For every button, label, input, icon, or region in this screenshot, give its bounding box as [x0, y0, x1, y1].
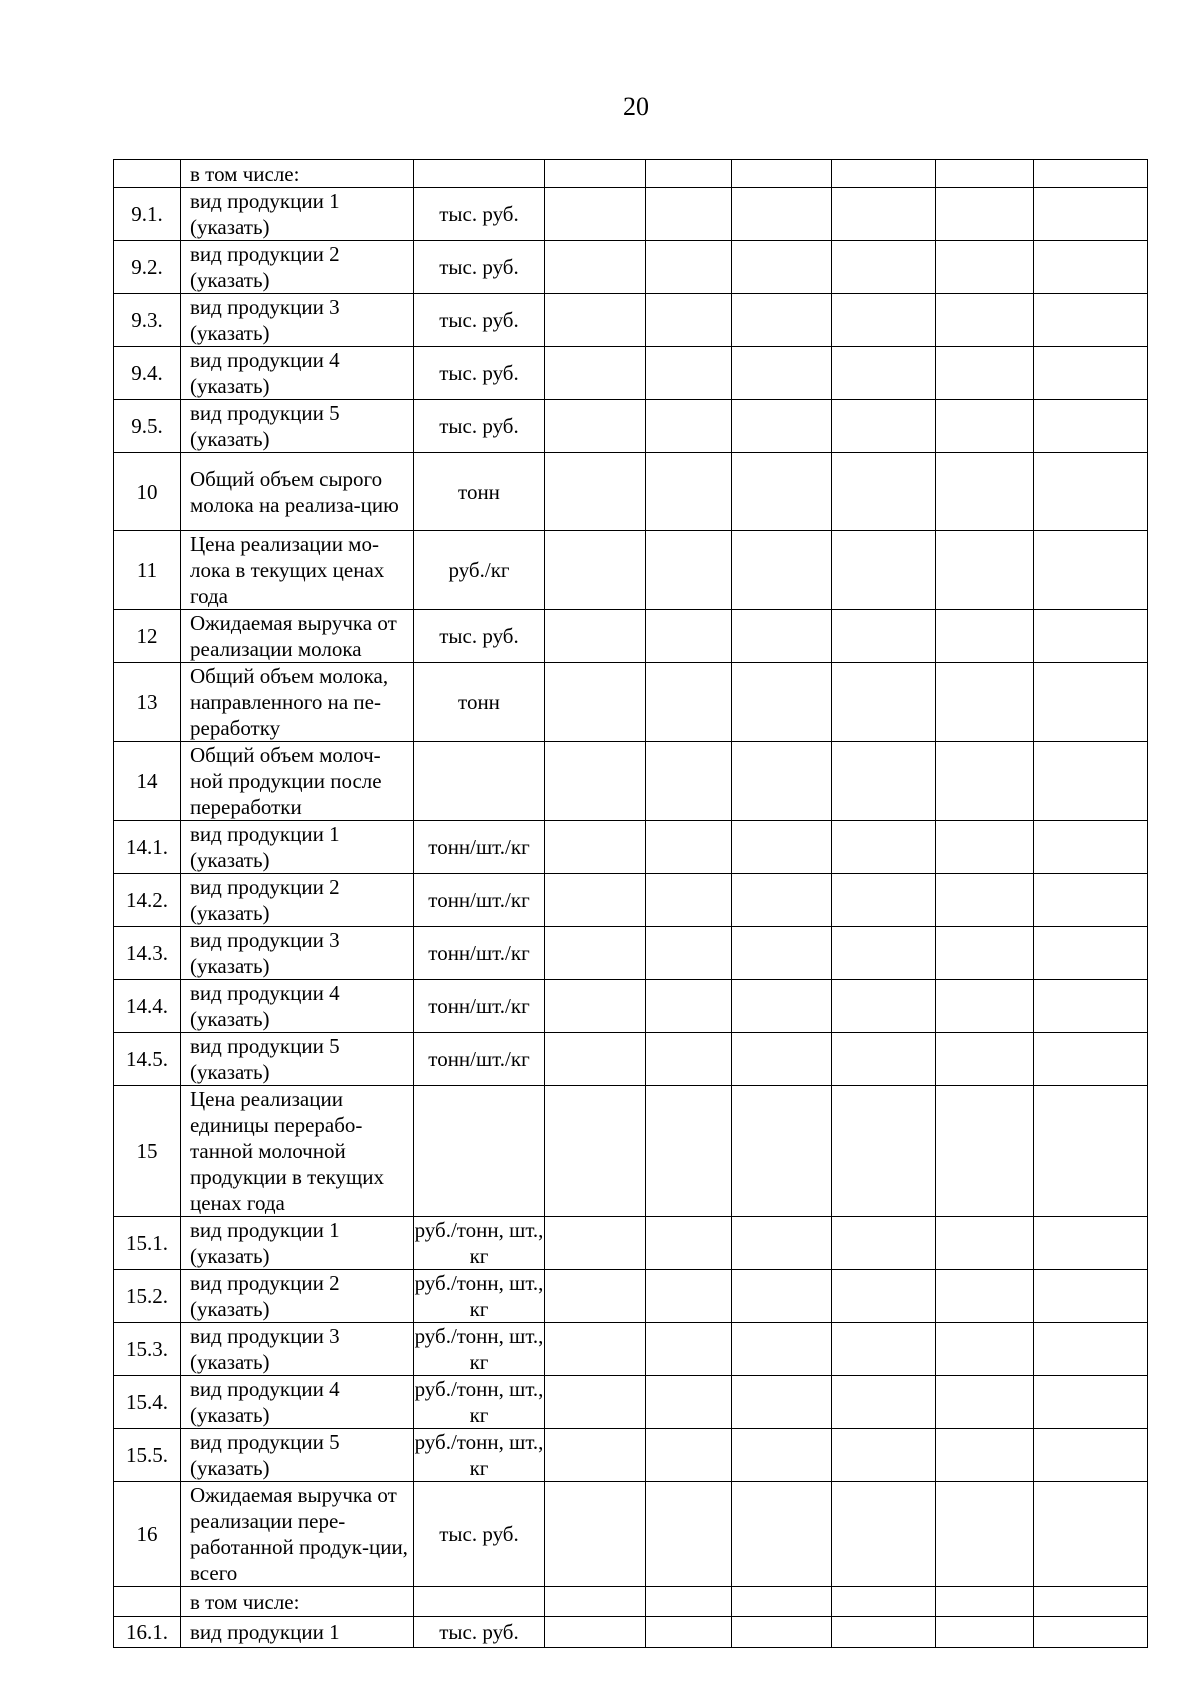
table-row: [114, 1323, 1148, 1376]
indicator-name-cell: вид продукции 2 (указать): [181, 874, 414, 927]
value-cell: [646, 1323, 732, 1376]
indicator-name-cell: вид продукции 5 (указать): [181, 1429, 414, 1482]
row-number-cell: 9.3.: [114, 294, 181, 347]
value-cell: [732, 663, 832, 742]
value-cell: [646, 980, 732, 1033]
table-row: [114, 1033, 1148, 1086]
value-cell: [936, 400, 1034, 453]
value-cell: [545, 1376, 646, 1429]
table-row: [114, 1587, 1148, 1617]
value-cell: [1034, 610, 1148, 663]
value-cell: [1034, 1429, 1148, 1482]
table-row: [114, 347, 1148, 400]
value-cell: [646, 1482, 732, 1587]
unit-cell: тонн/шт./кг: [414, 821, 545, 874]
value-cell: [545, 1587, 646, 1617]
unit-cell: тонн: [414, 453, 545, 531]
value-cell: [832, 874, 936, 927]
row-number-cell: 16.1.: [114, 1617, 181, 1648]
value-cell: [936, 1217, 1034, 1270]
value-cell: [646, 1270, 732, 1323]
value-cell: [936, 742, 1034, 821]
value-cell: [732, 1587, 832, 1617]
value-cell: [646, 874, 732, 927]
value-cell: [832, 294, 936, 347]
table-row: [114, 1482, 1148, 1587]
value-cell: [732, 874, 832, 927]
indicator-name-cell: Общий объем молока, направленного на пе-реработку: [181, 663, 414, 742]
row-number-cell: 15.2.: [114, 1270, 181, 1323]
table-row: [114, 1086, 1148, 1217]
value-cell: [732, 1086, 832, 1217]
table-row: [114, 188, 1148, 241]
value-cell: [832, 927, 936, 980]
value-cell: [646, 188, 732, 241]
indicator-name-cell: Общий объем сырого молока на реализа-цию: [181, 453, 414, 531]
unit-cell: тыс. руб.: [414, 1617, 545, 1648]
value-cell: [545, 1086, 646, 1217]
indicator-name-cell: вид продукции 5 (указать): [181, 400, 414, 453]
value-cell: [936, 663, 1034, 742]
row-number-cell: [114, 160, 181, 188]
table-row: [114, 1376, 1148, 1429]
value-cell: [732, 531, 832, 610]
value-cell: [646, 1376, 732, 1429]
value-cell: [732, 294, 832, 347]
unit-cell: тонн/шт./кг: [414, 1033, 545, 1086]
value-cell: [1034, 927, 1148, 980]
value-cell: [936, 294, 1034, 347]
table-row: [114, 241, 1148, 294]
value-cell: [545, 663, 646, 742]
value-cell: [545, 874, 646, 927]
table-row: [114, 294, 1148, 347]
value-cell: [732, 1482, 832, 1587]
value-cell: [646, 742, 732, 821]
value-cell: [732, 742, 832, 821]
value-cell: [646, 241, 732, 294]
value-cell: [1034, 531, 1148, 610]
row-number-cell: 14.4.: [114, 980, 181, 1033]
value-cell: [732, 821, 832, 874]
value-cell: [936, 927, 1034, 980]
value-cell: [545, 347, 646, 400]
indicator-name-cell: вид продукции 4 (указать): [181, 347, 414, 400]
value-cell: [832, 1587, 936, 1617]
value-cell: [1034, 742, 1148, 821]
row-number-cell: 14: [114, 742, 181, 821]
value-cell: [832, 400, 936, 453]
value-cell: [936, 1323, 1034, 1376]
value-cell: [936, 531, 1034, 610]
value-cell: [545, 1270, 646, 1323]
value-cell: [646, 294, 732, 347]
value-cell: [646, 1587, 732, 1617]
value-cell: [936, 1270, 1034, 1323]
value-cell: [646, 1217, 732, 1270]
value-cell: [936, 1376, 1034, 1429]
table-row: [114, 1217, 1148, 1270]
value-cell: [832, 347, 936, 400]
value-cell: [936, 1482, 1034, 1587]
indicator-name-cell: вид продукции 1: [181, 1617, 414, 1648]
value-cell: [832, 1376, 936, 1429]
value-cell: [832, 980, 936, 1033]
indicator-name-cell: вид продукции 4 (указать): [181, 980, 414, 1033]
value-cell: [732, 1323, 832, 1376]
value-cell: [732, 241, 832, 294]
indicator-name-cell: в том числе:: [181, 1587, 414, 1617]
value-cell: [1034, 1217, 1148, 1270]
row-number-cell: 14.2.: [114, 874, 181, 927]
value-cell: [936, 188, 1034, 241]
table-row: [114, 742, 1148, 821]
value-cell: [545, 531, 646, 610]
value-cell: [545, 927, 646, 980]
value-cell: [936, 1033, 1034, 1086]
table-row: [114, 874, 1148, 927]
value-cell: [646, 927, 732, 980]
value-cell: [936, 453, 1034, 531]
value-cell: [832, 241, 936, 294]
value-cell: [832, 1482, 936, 1587]
value-cell: [1034, 400, 1148, 453]
row-number-cell: 15.4.: [114, 1376, 181, 1429]
table-row: [114, 1617, 1148, 1648]
row-number-cell: 14.1.: [114, 821, 181, 874]
value-cell: [646, 1033, 732, 1086]
value-cell: [545, 742, 646, 821]
value-cell: [1034, 1270, 1148, 1323]
table-row: [114, 663, 1148, 742]
table-row: [114, 453, 1148, 531]
value-cell: [936, 610, 1034, 663]
unit-cell: [414, 1587, 545, 1617]
value-cell: [936, 241, 1034, 294]
value-cell: [545, 188, 646, 241]
value-cell: [732, 1270, 832, 1323]
value-cell: [1034, 188, 1148, 241]
row-number-cell: 15: [114, 1086, 181, 1217]
unit-cell: тыс. руб.: [414, 1482, 545, 1587]
value-cell: [832, 531, 936, 610]
table-row: [114, 821, 1148, 874]
value-cell: [732, 1217, 832, 1270]
value-cell: [732, 927, 832, 980]
page-number: 20: [623, 92, 649, 121]
value-cell: [936, 1429, 1034, 1482]
unit-cell: [414, 1086, 545, 1217]
value-cell: [732, 1033, 832, 1086]
value-cell: [732, 347, 832, 400]
unit-cell: тыс. руб.: [414, 400, 545, 453]
indicator-name-cell: вид продукции 5 (указать): [181, 1033, 414, 1086]
indicator-name-cell: вид продукции 1 (указать): [181, 188, 414, 241]
value-cell: [646, 400, 732, 453]
value-cell: [545, 294, 646, 347]
row-number-cell: 9.1.: [114, 188, 181, 241]
unit-cell: тонн/шт./кг: [414, 980, 545, 1033]
unit-cell: тыс. руб.: [414, 347, 545, 400]
indicator-name-cell: Цена реализации единицы перерабо-танной молочной продукции в текущих ценах года: [181, 1086, 414, 1217]
value-cell: [832, 160, 936, 188]
unit-cell: тыс. руб.: [414, 610, 545, 663]
indicator-name-cell: вид продукции 3 (указать): [181, 1323, 414, 1376]
value-cell: [1034, 980, 1148, 1033]
value-cell: [732, 1429, 832, 1482]
value-cell: [732, 980, 832, 1033]
row-number-cell: 11: [114, 531, 181, 610]
value-cell: [832, 1270, 936, 1323]
value-cell: [832, 188, 936, 241]
indicator-name-cell: в том числе:: [181, 160, 414, 188]
unit-cell: руб./тонн, шт., кг: [414, 1271, 544, 1321]
value-cell: [936, 874, 1034, 927]
value-cell: [646, 347, 732, 400]
value-cell: [646, 663, 732, 742]
value-cell: [646, 610, 732, 663]
value-cell: [545, 241, 646, 294]
row-number-cell: 16: [114, 1482, 181, 1587]
value-cell: [936, 1617, 1034, 1648]
row-number-cell: 9.4.: [114, 347, 181, 400]
value-cell: [832, 1617, 936, 1648]
indicator-name-cell: Цена реализации мо-лока в текущих ценах года: [181, 531, 414, 610]
value-cell: [832, 821, 936, 874]
value-cell: [832, 1217, 936, 1270]
value-cell: [545, 1323, 646, 1376]
table-row: [114, 980, 1148, 1033]
value-cell: [646, 1086, 732, 1217]
indicator-name-cell: вид продукции 3 (указать): [181, 927, 414, 980]
value-cell: [1034, 1482, 1148, 1587]
value-cell: [545, 1617, 646, 1648]
table-row: [114, 1429, 1148, 1482]
unit-cell: тонн: [414, 663, 545, 742]
value-cell: [646, 531, 732, 610]
table-row: [114, 531, 1148, 610]
indicators-table: [113, 159, 1148, 1648]
row-number-cell: 15.1.: [114, 1217, 181, 1270]
unit-cell: руб./кг: [414, 531, 545, 610]
value-cell: [936, 980, 1034, 1033]
value-cell: [1034, 821, 1148, 874]
value-cell: [732, 400, 832, 453]
indicator-name-cell: вид продукции 1 (указать): [181, 1217, 414, 1270]
value-cell: [646, 453, 732, 531]
value-cell: [646, 1617, 732, 1648]
unit-cell: тыс. руб.: [414, 188, 545, 241]
unit-cell: руб./тонн, шт., кг: [414, 1377, 544, 1427]
indicator-name-cell: Ожидаемая выручка от реализации пере-работанной продук-ции, всего: [181, 1482, 414, 1587]
value-cell: [545, 1217, 646, 1270]
row-number-cell: [114, 1587, 181, 1617]
row-number-cell: 12: [114, 610, 181, 663]
value-cell: [646, 160, 732, 188]
row-number-cell: 13: [114, 663, 181, 742]
value-cell: [832, 1086, 936, 1217]
unit-cell: руб./тонн, шт., кг: [414, 1430, 544, 1480]
unit-cell: [414, 160, 545, 188]
value-cell: [545, 610, 646, 663]
row-number-cell: 15.5.: [114, 1429, 181, 1482]
unit-cell: руб./тонн, шт., кг: [414, 1324, 544, 1374]
value-cell: [832, 663, 936, 742]
unit-cell: тонн/шт./кг: [414, 927, 545, 980]
value-cell: [545, 1482, 646, 1587]
value-cell: [545, 980, 646, 1033]
row-number-cell: 14.5.: [114, 1033, 181, 1086]
indicator-name-cell: вид продукции 4 (указать): [181, 1376, 414, 1429]
indicator-name-cell: вид продукции 3 (указать): [181, 294, 414, 347]
value-cell: [646, 821, 732, 874]
value-cell: [832, 1033, 936, 1086]
table-row: [114, 927, 1148, 980]
indicator-name-cell: Ожидаемая выручка от реализации молока: [181, 610, 414, 663]
value-cell: [1034, 347, 1148, 400]
value-cell: [936, 821, 1034, 874]
value-cell: [1034, 1323, 1148, 1376]
value-cell: [545, 400, 646, 453]
value-cell: [1034, 1376, 1148, 1429]
value-cell: [1034, 1587, 1148, 1617]
value-cell: [832, 610, 936, 663]
value-cell: [732, 1617, 832, 1648]
value-cell: [936, 1086, 1034, 1217]
value-cell: [646, 1429, 732, 1482]
unit-cell: тыс. руб.: [414, 241, 545, 294]
value-cell: [1034, 160, 1148, 188]
unit-cell: [414, 742, 545, 821]
value-cell: [936, 347, 1034, 400]
row-number-cell: 9.2.: [114, 241, 181, 294]
value-cell: [832, 1429, 936, 1482]
table-row: [114, 610, 1148, 663]
value-cell: [832, 1323, 936, 1376]
table-row: [114, 400, 1148, 453]
value-cell: [936, 1587, 1034, 1617]
indicator-name-cell: вид продукции 1 (указать): [181, 821, 414, 874]
value-cell: [1034, 1086, 1148, 1217]
row-number-cell: 14.3.: [114, 927, 181, 980]
row-number-cell: 15.3.: [114, 1323, 181, 1376]
indicator-name-cell: вид продукции 2 (указать): [181, 1270, 414, 1323]
value-cell: [545, 1033, 646, 1086]
value-cell: [936, 160, 1034, 188]
value-cell: [1034, 1033, 1148, 1086]
value-cell: [1034, 294, 1148, 347]
row-number-cell: 9.5.: [114, 400, 181, 453]
value-cell: [545, 160, 646, 188]
value-cell: [732, 453, 832, 531]
indicator-name-cell: вид продукции 2 (указать): [181, 241, 414, 294]
value-cell: [1034, 663, 1148, 742]
value-cell: [732, 610, 832, 663]
value-cell: [732, 160, 832, 188]
value-cell: [545, 453, 646, 531]
value-cell: [545, 821, 646, 874]
value-cell: [1034, 874, 1148, 927]
value-cell: [732, 1376, 832, 1429]
table-row: [114, 160, 1148, 188]
unit-cell: руб./тонн, шт., кг: [414, 1218, 544, 1268]
indicator-name-cell: Общий объем молоч-ной продукции после переработки: [181, 742, 414, 821]
row-number-cell: 10: [114, 453, 181, 531]
value-cell: [1034, 1617, 1148, 1648]
value-cell: [545, 1429, 646, 1482]
value-cell: [1034, 453, 1148, 531]
value-cell: [1034, 241, 1148, 294]
value-cell: [732, 188, 832, 241]
value-cell: [832, 453, 936, 531]
table-body: [114, 160, 1148, 1648]
value-cell: [832, 742, 936, 821]
unit-cell: тыс. руб.: [414, 294, 545, 347]
table-row: [114, 1270, 1148, 1323]
unit-cell: тонн/шт./кг: [414, 874, 545, 927]
